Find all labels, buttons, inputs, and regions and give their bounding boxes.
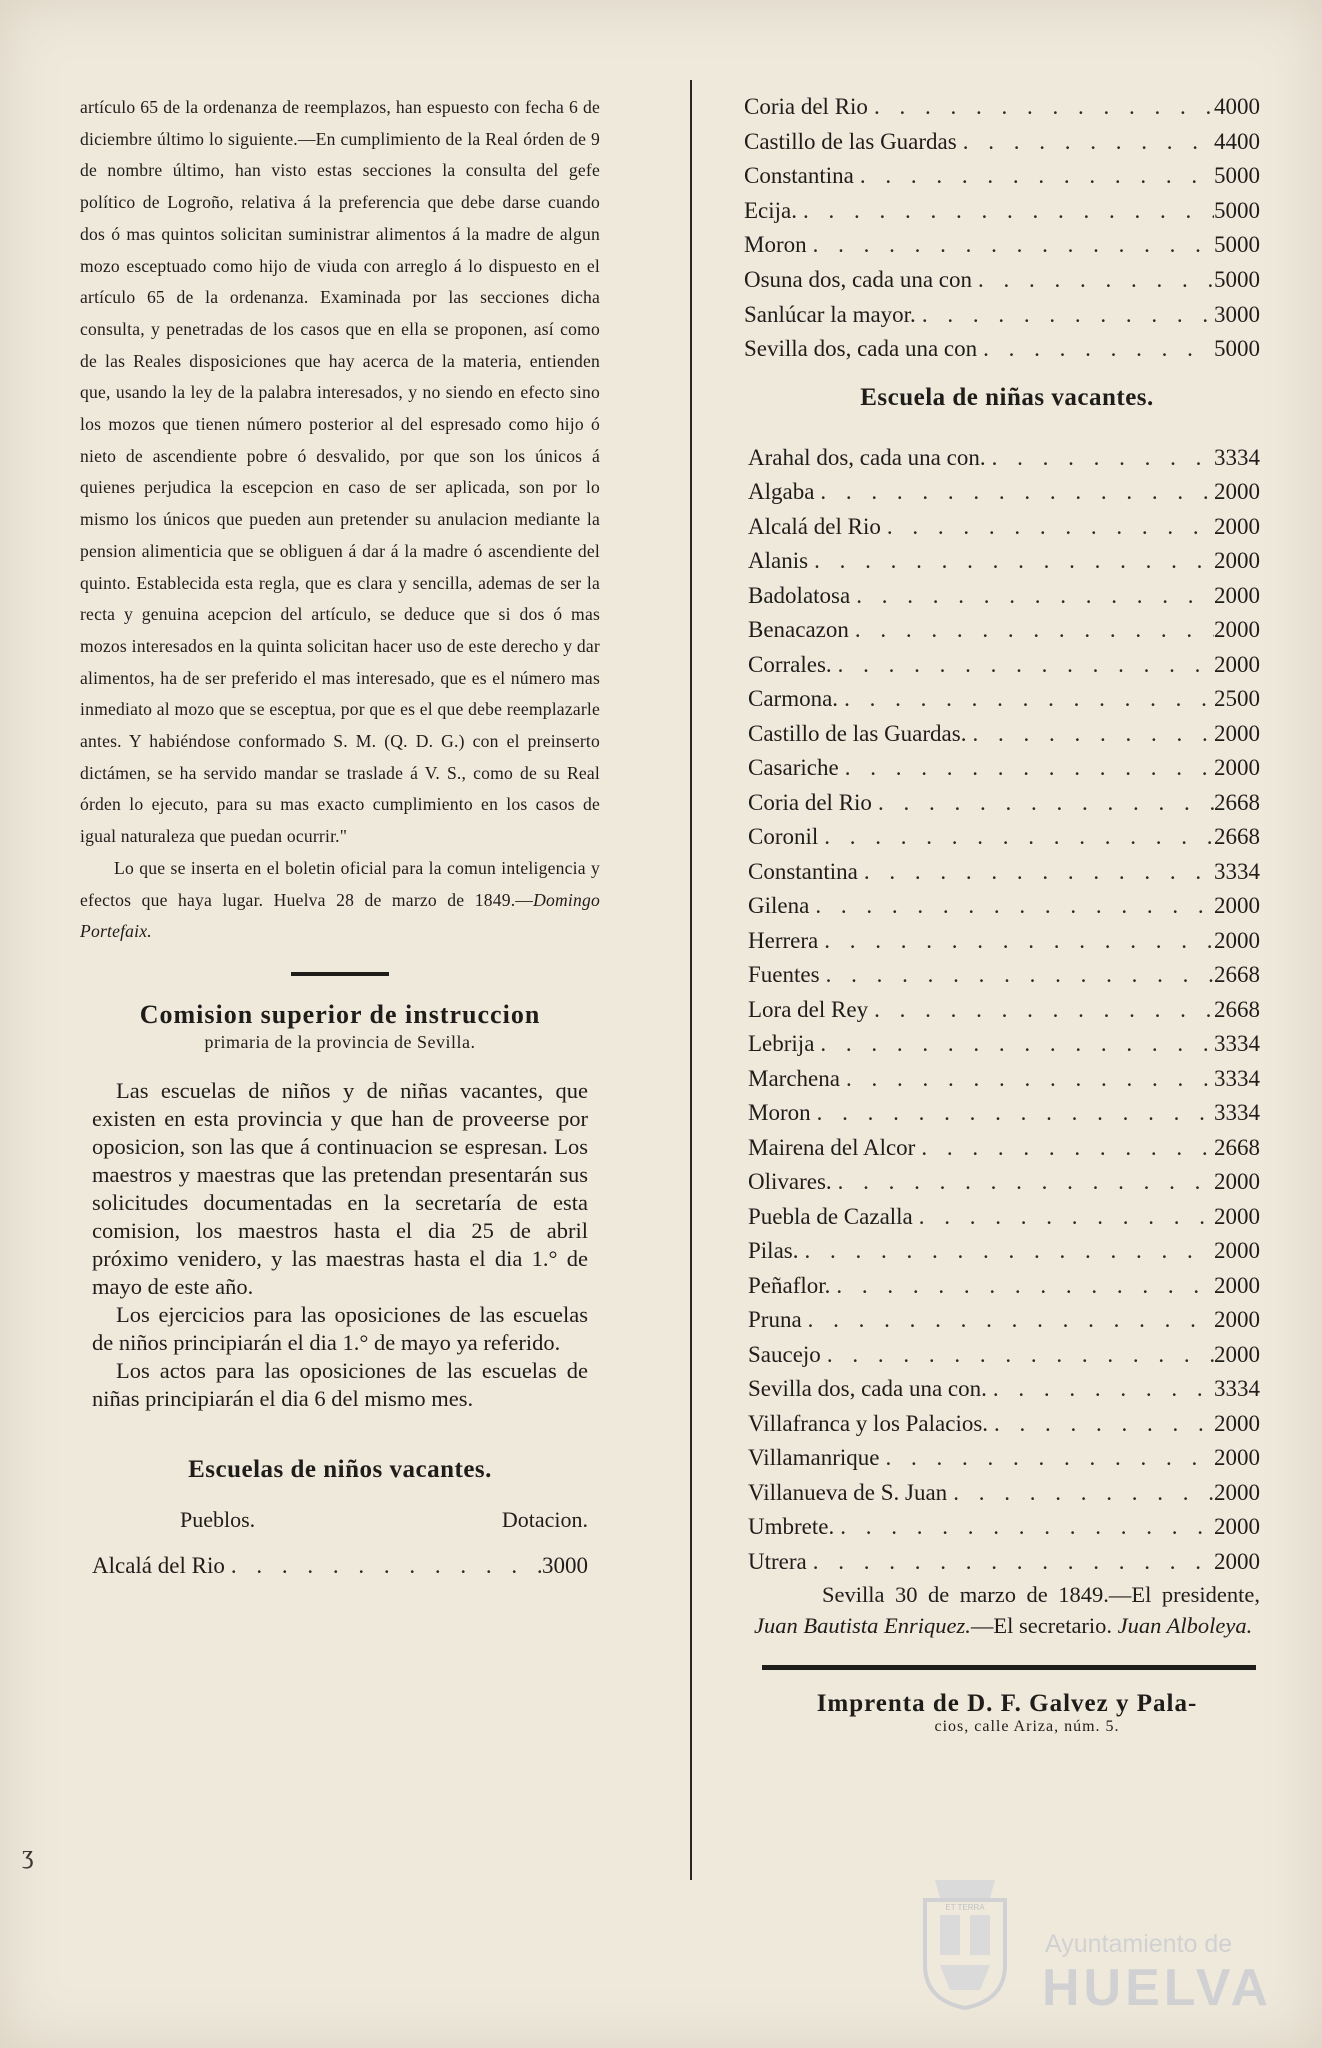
leader-dots bbox=[834, 1510, 1214, 1545]
column-divider bbox=[690, 80, 692, 1880]
list-item bbox=[744, 159, 1260, 194]
boys-schools-title: Escuelas de niños vacantes. bbox=[188, 1455, 492, 1483]
school-amount: 5000 bbox=[1214, 232, 1260, 258]
school-amount: 2668 bbox=[1214, 1134, 1260, 1160]
school-town: Villamanrique bbox=[748, 1445, 880, 1471]
school-town: Marchena bbox=[748, 1065, 840, 1091]
leader-dots bbox=[818, 924, 1214, 959]
school-amount: 2000 bbox=[1214, 651, 1260, 677]
list-item bbox=[748, 682, 1260, 717]
list-item bbox=[748, 855, 1260, 890]
school-amount: 2000 bbox=[1214, 548, 1260, 574]
leader-dots bbox=[809, 889, 1214, 924]
school-amount: 2000 bbox=[1214, 1238, 1260, 1264]
list-item bbox=[748, 1441, 1260, 1476]
leader-dots bbox=[977, 332, 1214, 367]
school-amount: 2000 bbox=[1214, 582, 1260, 608]
list-item bbox=[748, 1303, 1260, 1338]
boys-table-header bbox=[180, 1507, 588, 1533]
archive-watermark bbox=[920, 1870, 1300, 2020]
leader-dots bbox=[808, 544, 1214, 579]
school-amount: 2668 bbox=[1214, 789, 1260, 815]
school-town: Benacazon bbox=[748, 617, 849, 643]
school-town: Corrales. bbox=[748, 651, 832, 677]
school-amount: 2668 bbox=[1214, 824, 1260, 850]
school-town: Osuna dos, cada una con bbox=[744, 266, 973, 292]
list-item bbox=[748, 544, 1260, 579]
list-item bbox=[744, 298, 1260, 333]
school-town: Pilas. bbox=[748, 1238, 799, 1264]
school-amount: 2000 bbox=[1214, 1548, 1260, 1574]
list-item bbox=[744, 332, 1260, 367]
school-amount: 3334 bbox=[1214, 1376, 1260, 1402]
list-item bbox=[748, 1372, 1260, 1407]
school-amount: 2000 bbox=[1214, 755, 1260, 781]
list-item bbox=[748, 441, 1260, 476]
school-amount: 2500 bbox=[1214, 686, 1260, 712]
list-item bbox=[748, 717, 1260, 752]
list-item bbox=[748, 889, 1260, 924]
closing-rule bbox=[762, 1665, 1256, 1670]
school-town: Lora del Rey bbox=[748, 996, 869, 1022]
leader-dots bbox=[986, 441, 1214, 476]
list-item bbox=[748, 958, 1260, 993]
school-town: Olivares. bbox=[748, 1169, 832, 1195]
school-town: Castillo de las Guardas. bbox=[748, 720, 967, 746]
school-amount: 2000 bbox=[1214, 513, 1260, 539]
school-amount: 2000 bbox=[1214, 720, 1260, 746]
school-town: Mairena del Alcor bbox=[748, 1134, 916, 1160]
school-town: Saucejo bbox=[748, 1341, 821, 1367]
leader-dots bbox=[849, 613, 1214, 648]
school-town: Pruna bbox=[748, 1307, 802, 1333]
school-town: Moron bbox=[744, 232, 807, 258]
school-town: Badolatosa bbox=[748, 582, 851, 608]
leader-dots bbox=[802, 1303, 1214, 1338]
school-town: Casariche bbox=[748, 755, 839, 781]
notice-paragraph-3: Los actos para las oposiciones de las escuelas de niñas principiarán el dia 6 del mismo mes. bbox=[92, 1357, 588, 1411]
school-amount: 2000 bbox=[1214, 1445, 1260, 1471]
school-town: Moron bbox=[748, 1100, 811, 1126]
school-town: Sevilla dos, cada una con bbox=[744, 336, 978, 362]
leader-dots bbox=[854, 159, 1214, 194]
list-item bbox=[748, 1200, 1260, 1235]
school-town: Peñaflor. bbox=[748, 1272, 831, 1298]
list-item bbox=[744, 263, 1260, 298]
leader-dots bbox=[850, 579, 1214, 614]
left-column bbox=[80, 92, 600, 1584]
school-town: Fuentes bbox=[748, 962, 820, 988]
school-town: Constantina bbox=[748, 858, 858, 884]
leader-dots bbox=[915, 1131, 1214, 1166]
list-item: Alcalá del Rio . . . 3000 bbox=[92, 1549, 588, 1584]
list-item bbox=[744, 228, 1260, 263]
leader-dots bbox=[966, 717, 1214, 752]
list-item bbox=[748, 1510, 1260, 1545]
school-town: Castillo de las Guardas bbox=[744, 128, 957, 154]
girls-schools-title: Escuela de niñas vacantes. bbox=[860, 383, 1154, 411]
leader-dots bbox=[814, 1027, 1214, 1062]
leader-dots bbox=[832, 1165, 1214, 1200]
leader-dots bbox=[798, 1234, 1214, 1269]
school-town: Carmona. bbox=[748, 686, 839, 712]
school-amount: 2000 bbox=[1214, 1410, 1260, 1436]
leader-dots bbox=[947, 1476, 1214, 1511]
school-town: Umbrete. bbox=[748, 1514, 835, 1540]
list-item bbox=[748, 786, 1260, 821]
leader-dots bbox=[807, 228, 1214, 263]
list-item bbox=[748, 648, 1260, 683]
leader-dots bbox=[872, 786, 1214, 821]
school-amount: 2000 bbox=[1214, 1307, 1260, 1333]
school-town: Gilena bbox=[748, 893, 810, 919]
leader-dots bbox=[879, 1441, 1214, 1476]
school-amount: 2000 bbox=[1214, 1203, 1260, 1229]
school-amount: 2668 bbox=[1214, 996, 1260, 1022]
list-item bbox=[748, 993, 1260, 1028]
leader-dots bbox=[868, 993, 1214, 1028]
list-item bbox=[748, 1131, 1260, 1166]
school-amount: 3334 bbox=[1214, 1065, 1260, 1091]
school-amount: 3334 bbox=[1214, 1031, 1260, 1057]
commission-title: Comision superior de instruccion bbox=[139, 999, 541, 1029]
leader-dots bbox=[972, 263, 1214, 298]
school-amount: 3000 bbox=[1214, 301, 1260, 327]
leader-dots bbox=[881, 510, 1214, 545]
boys-schools-list-left bbox=[92, 1549, 588, 1584]
notice-paragraph-1: Las escuelas de niños y de niñas vacantes, que existen en esta provincia y que han de proveerse por oposicion, son las que á continuacion se espresan. Los maestros y maestras que las pretendan presentarán sus solicitudes documentadas en la secretaría de esta comision, los maestros hasta el dia 25 de abril próximo venidero, y las maestras hasta el dia 1.° de mayo de este año. bbox=[92, 1077, 588, 1299]
school-town: Villanueva de S. Juan bbox=[748, 1479, 948, 1505]
school-amount: 5000 bbox=[1214, 163, 1260, 189]
leader-dots bbox=[840, 1062, 1214, 1097]
school-amount: 3334 bbox=[1214, 858, 1260, 884]
school-town: Villafranca y los Palacios. bbox=[748, 1410, 989, 1436]
coat-of-arms-icon bbox=[920, 1870, 1010, 2010]
list-item bbox=[744, 90, 1260, 125]
list-item bbox=[748, 1545, 1260, 1580]
school-town: Ecija. bbox=[744, 197, 797, 223]
school-amount: 2000 bbox=[1214, 1169, 1260, 1195]
leader-dots bbox=[821, 1338, 1214, 1373]
leader-dots bbox=[830, 1269, 1214, 1304]
school-amount: 5000 bbox=[1214, 266, 1260, 292]
list-item bbox=[748, 1269, 1260, 1304]
school-amount: 2000 bbox=[1214, 1272, 1260, 1298]
school-town: Utrera bbox=[748, 1548, 807, 1574]
imprint-title: Imprenta de D. F. Galvez y Pala- bbox=[816, 1690, 1198, 1718]
school-town: Alanis bbox=[748, 548, 809, 574]
right-column bbox=[742, 90, 1272, 1736]
leader-dots bbox=[818, 820, 1214, 855]
school-town: Alcalá del Rio bbox=[748, 513, 881, 539]
list-item bbox=[748, 1096, 1260, 1131]
list-item bbox=[748, 510, 1260, 545]
leader-dots bbox=[839, 751, 1214, 786]
leader-dots bbox=[957, 125, 1214, 160]
leader-dots bbox=[797, 194, 1214, 229]
list-item bbox=[748, 820, 1260, 855]
school-amount: 4000 bbox=[1214, 94, 1260, 119]
watermark-line-1: Ayuntamiento de bbox=[1045, 1930, 1233, 1958]
girls-schools-list bbox=[748, 441, 1260, 1580]
margin-mark: ʒ bbox=[22, 1840, 34, 1869]
school-amount: 5000 bbox=[1214, 197, 1260, 223]
leader-dots bbox=[858, 855, 1214, 890]
list-item bbox=[748, 924, 1260, 959]
decree-text: artículo 65 de la ordenanza de reemplazos, han espuesto con fecha 6 de diciembre último lo siguiente.—En cumplimiento de la Real órden de 9 de nombre último, han visto estas secciones la consulta del gefe político de Logroño, relativa á la preferencia que debe darse cuando dos ó mas quintos solicitan suministrar alimentos á la madre de algun mozo esceptuado como hijo de viuda con arreglo á lo dispuesto en el artículo 65 de la ordenanza. Examinada por las secciones dicha consulta, y penetradas de los casos que en ella se proponen, así como de las Reales disposiciones que hay acerca de la materia, entienden que, usando la ley de la palabra interesados, y no siendo en efecto sino los mozos que tienen número posterior al del espresado como hijo ó nieto de ascendiente pobre ó desvalido, por que son los únicos á quienes perjudica la escepcion en caso de ser aplicada, son por lo mismo los únicos que pueden aun pretender su anulacion mediante la pension alimenticia que se obliguen á dar á la madre ó ascendiente del quinto. Establecida esta regla, que es clara y sencilla, ademas de ser la recta y genuina acepcion del artículo, se deduce que si dos ó mas mozos interesados en la quinta solicitan hacer uso de este derecho y dar alimentos, ha de ser preferido el mas interesado, que es el número mas inmediato al mozo que se esceptua, por que es el que debe reemplazarle antes. Y habiéndose conformado S. M. (Q. D. G.) con el preinserto dictámen, se ha servido mandar se traslade á V. S., como de su Real órden lo ejecuto, para su mas exacto cumplimiento en los casos de igual naturaleza que puedan ocurrir." bbox=[80, 97, 600, 847]
list-item bbox=[748, 1476, 1260, 1511]
list-item bbox=[748, 1338, 1260, 1373]
signature-block: Sevilla 30 de marzo de 1849.—El presidente, Juan Bautista Enriquez.—El secretario. Juan Alboleya. bbox=[754, 1582, 1260, 1639]
leader-dots bbox=[832, 648, 1214, 683]
boys-schools-list-right bbox=[744, 90, 1260, 367]
list-item bbox=[748, 1165, 1260, 1200]
section-rule bbox=[291, 972, 389, 976]
school-town: Coronil bbox=[748, 824, 819, 850]
leader-dots bbox=[916, 298, 1214, 333]
school-town: Herrera bbox=[748, 927, 819, 953]
list-item bbox=[748, 1027, 1260, 1062]
list-item bbox=[744, 194, 1260, 229]
school-amount: 5000 bbox=[1214, 336, 1260, 362]
school-town: Arahal dos, cada una con. bbox=[748, 444, 986, 470]
leader-dots bbox=[987, 1372, 1214, 1407]
col-header-amount: Dotacion. bbox=[501, 1506, 588, 1532]
school-town: Coria del Rio bbox=[748, 789, 872, 815]
school-town: Constantina bbox=[744, 163, 854, 189]
school-amount: 2000 bbox=[1214, 927, 1260, 953]
leader-dots bbox=[868, 90, 1214, 125]
list-item bbox=[748, 1234, 1260, 1269]
school-amount: 2000 bbox=[1214, 479, 1260, 505]
school-town: Algaba bbox=[748, 479, 815, 505]
list-item bbox=[748, 751, 1260, 786]
list-item bbox=[744, 125, 1260, 160]
svg-text:ET TERRA: ET TERRA bbox=[945, 1903, 985, 1912]
school-amount: 3334 bbox=[1214, 1100, 1260, 1126]
closing-signature: Domingo Portefaix. bbox=[80, 889, 600, 942]
list-item bbox=[748, 475, 1260, 510]
list-item bbox=[748, 1062, 1260, 1097]
leader-dots bbox=[820, 958, 1214, 993]
imprint-address: cios, calle Ariza, núm. 5. bbox=[934, 1718, 1120, 1736]
school-amount: 4400 bbox=[1214, 128, 1260, 154]
leader-dots bbox=[807, 1545, 1214, 1580]
leader-dots bbox=[811, 1096, 1214, 1131]
school-amount: 2668 bbox=[1214, 962, 1260, 988]
school-amount: 2000 bbox=[1214, 1479, 1260, 1505]
closing-paragraph bbox=[80, 853, 600, 948]
school-town: Lebrija bbox=[748, 1031, 815, 1057]
list-item bbox=[748, 613, 1260, 648]
school-town: Puebla de Cazalla bbox=[748, 1203, 913, 1229]
leader-dots bbox=[838, 682, 1214, 717]
school-town: Coria del Rio bbox=[744, 94, 868, 119]
closing-text: Lo que se inserta en el boletin oficial para la comun inteligencia y efectos que haya lugar. Huelva 28 de marzo de 1849.— bbox=[80, 857, 600, 910]
list-item bbox=[748, 1407, 1260, 1442]
school-amount: 2000 bbox=[1214, 893, 1260, 919]
watermark-line-2: HUELVA bbox=[1042, 1959, 1273, 2017]
commission-subtitle: primaria de la provincia de Sevilla. bbox=[204, 1031, 476, 1052]
school-amount: 2000 bbox=[1214, 1341, 1260, 1367]
list-item bbox=[748, 579, 1260, 614]
school-town: Sevilla dos, cada una con. bbox=[748, 1376, 987, 1402]
notice-paragraph-2: Los ejercicios para las oposiciones de las escuelas de niños principiarán el dia 1.° de mayo ya referido. bbox=[92, 1301, 588, 1355]
school-amount: 2000 bbox=[1214, 617, 1260, 643]
school-amount: 2000 bbox=[1214, 1514, 1260, 1540]
school-amount: 3334 bbox=[1214, 444, 1260, 470]
school-town: Sanlúcar la mayor. bbox=[744, 301, 916, 327]
leader-dots bbox=[988, 1407, 1214, 1442]
leader-dots bbox=[913, 1200, 1214, 1235]
leader-dots bbox=[814, 475, 1214, 510]
col-header-town: Pueblos. bbox=[180, 1506, 256, 1532]
